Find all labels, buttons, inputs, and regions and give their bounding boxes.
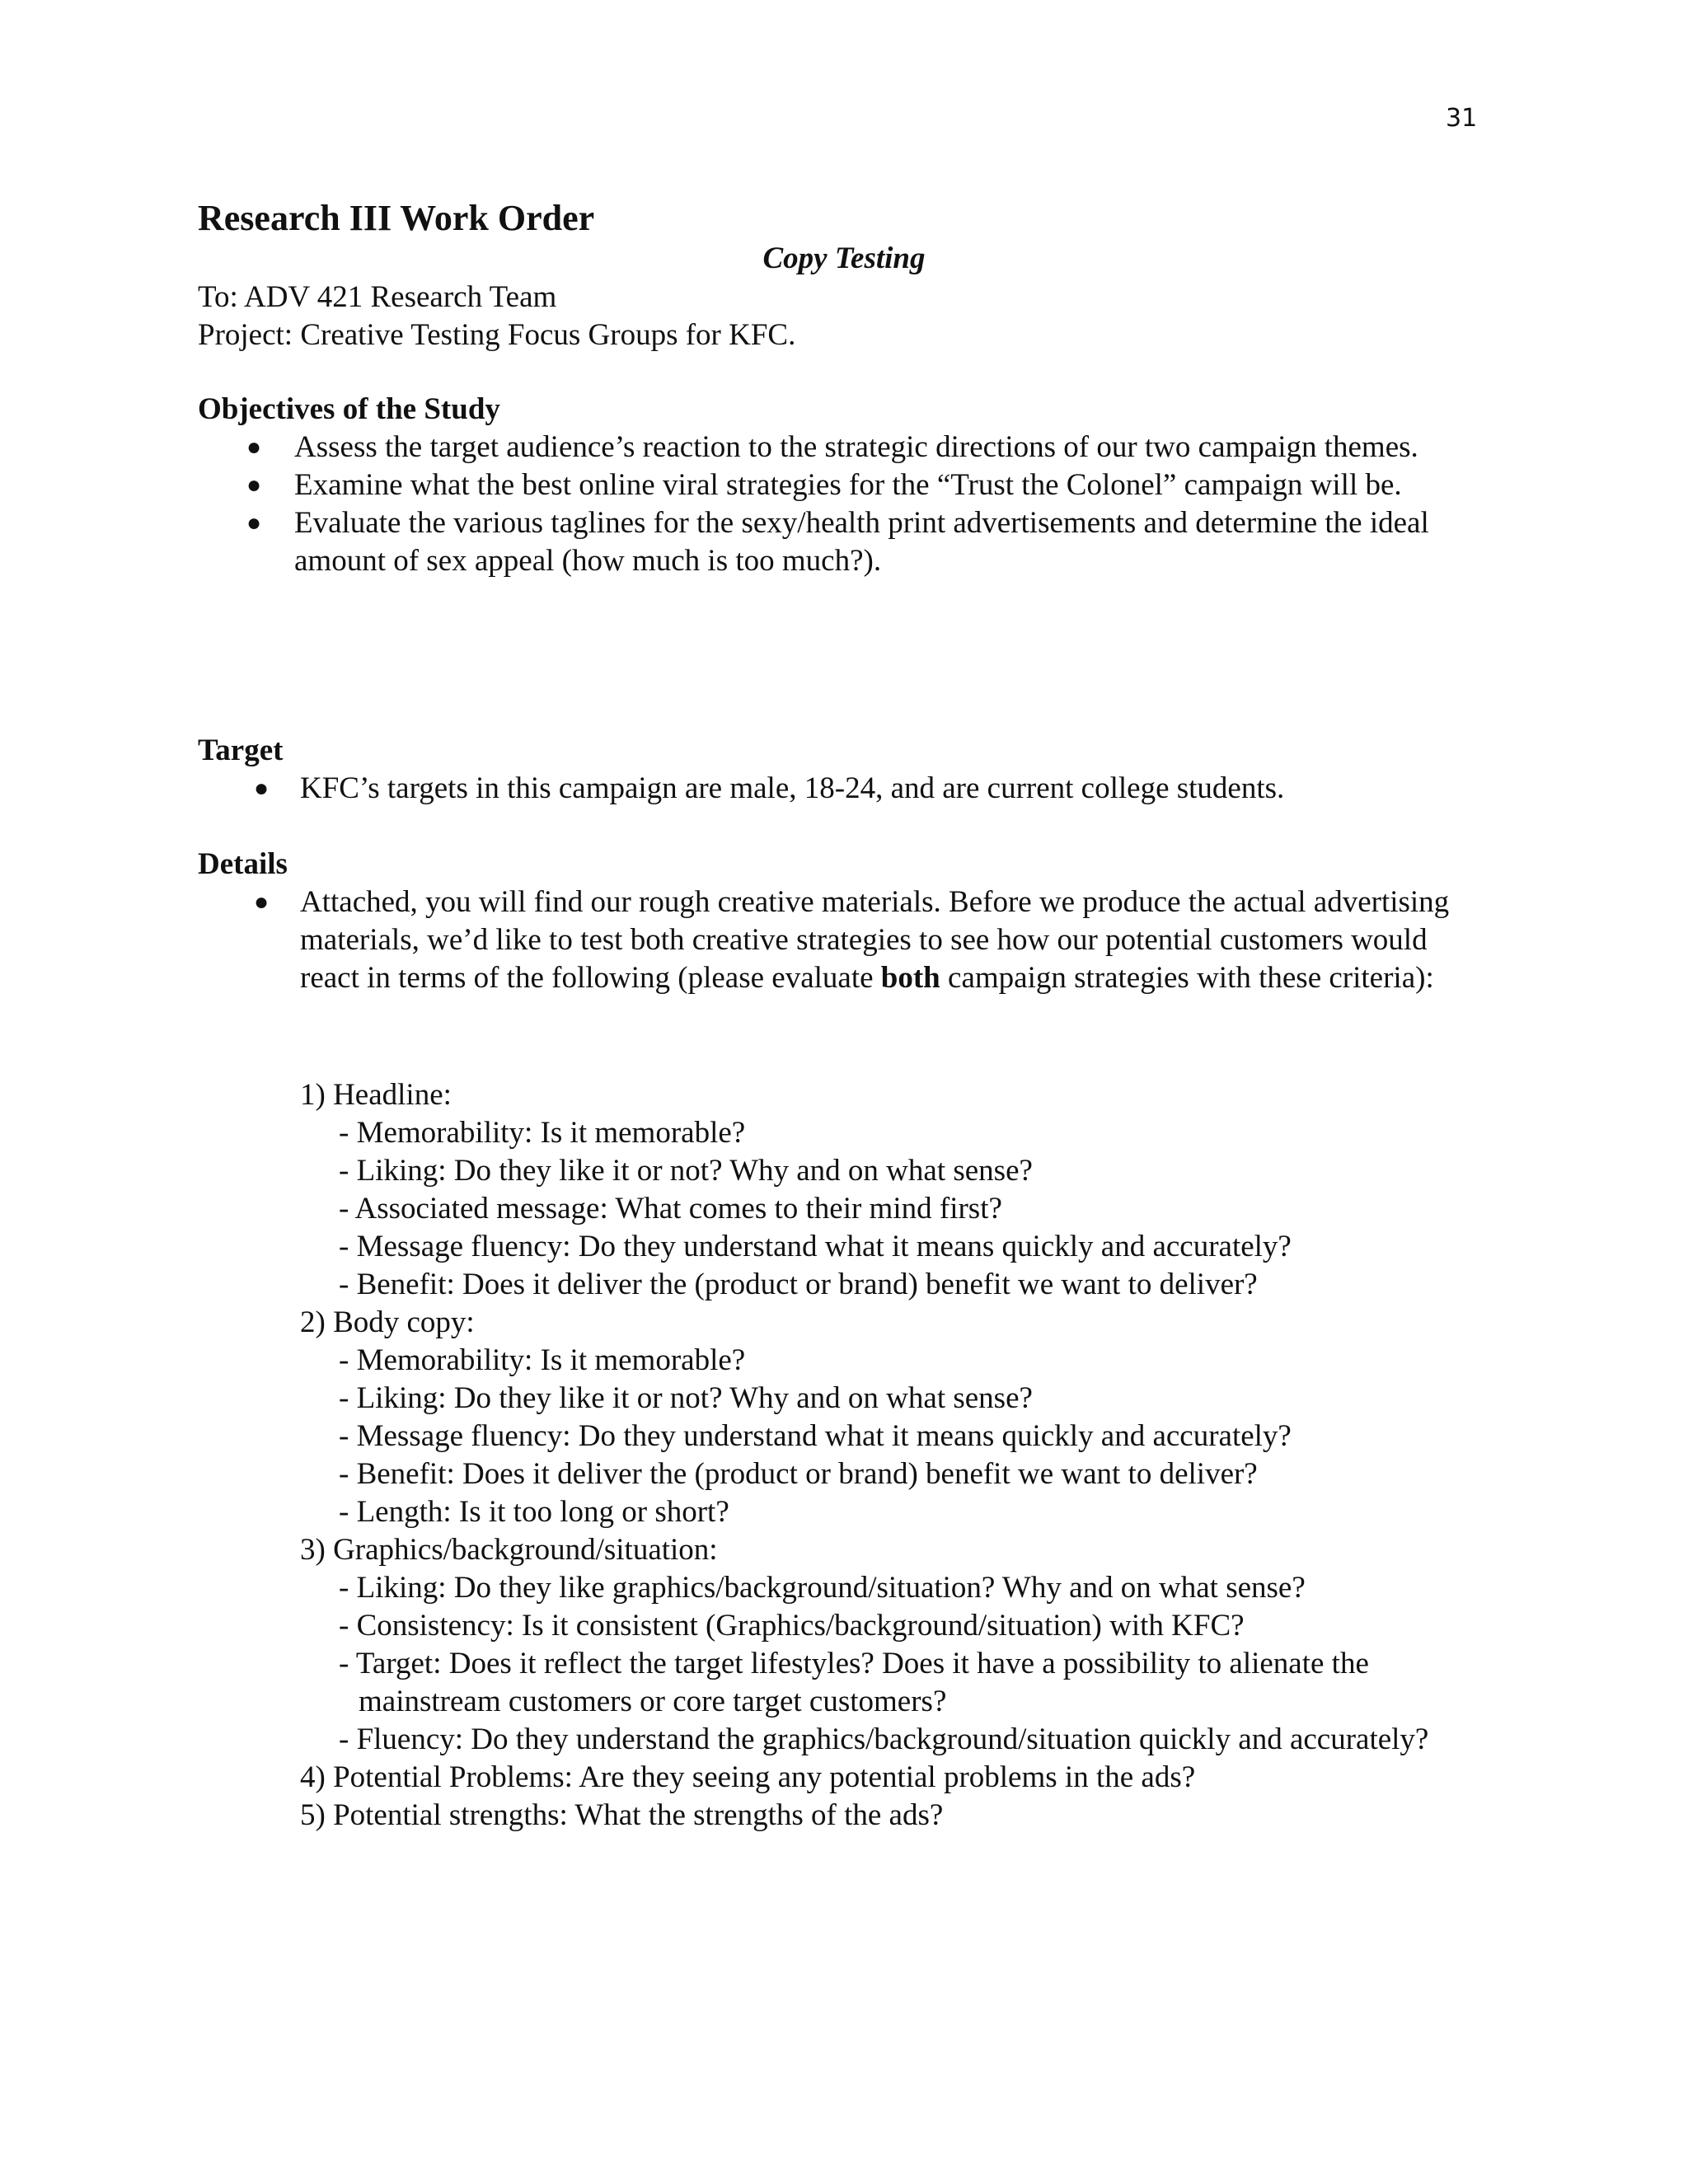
criteria-item: - Fluency: Do they understand the graphics/background/situation quickly and accurately? [339, 1722, 1429, 1756]
criteria-item: - Length: Is it too long or short? [339, 1495, 729, 1529]
bullet-icon: ● [254, 775, 270, 802]
criteria-item: - Benefit: Does it deliver the (product or brand) benefit we want to deliver? [339, 1457, 1258, 1491]
list-item [246, 429, 1448, 466]
criteria-group-headline [300, 1076, 1503, 1304]
page-subtitle: Copy Testing [762, 241, 926, 275]
criteria-label: 4) Potential Problems: Are they seeing any potential problems in the ads? [300, 1760, 1196, 1794]
criteria-item: - Target: Does it reflect the target lifestyles? Does it have a possibility to alienate the mainstream customers or core target customers? [339, 1647, 1369, 1718]
criteria-list [300, 1076, 1503, 1835]
criteria-item: - Benefit: Does it deliver the (product or brand) benefit we want to deliver? [339, 1268, 1258, 1301]
criteria-item: - Memorability: Is it memorable? [339, 1343, 746, 1377]
target-heading: Target [198, 733, 284, 767]
criteria-item: - Associated message: What comes to their mind first? [339, 1192, 1002, 1226]
objective-text: Assess the target audience’s reaction to the strategic directions of our two campaign themes. [294, 430, 1418, 464]
to-line: To: ADV 421 Research Team [198, 280, 557, 314]
page-number: 31 [1446, 104, 1478, 133]
criteria-group-problems [300, 1759, 1503, 1797]
criteria-label: 5) Potential strengths: What the strengths of the ads? [300, 1798, 944, 1832]
details-heading: Details [198, 847, 288, 881]
details-intro-text-b: campaign strategies with these criteria): [940, 961, 1434, 995]
page-title: Research III Work Order [198, 198, 595, 238]
details-intro-bold: both [880, 961, 940, 995]
bullet-icon: ● [254, 888, 270, 916]
criteria-group-body-copy [300, 1304, 1503, 1531]
list-item [246, 504, 1448, 580]
criteria-item: - Liking: Do they like graphics/background/situation? Why and on what sense? [339, 1571, 1306, 1605]
objective-text: Evaluate the various taglines for the sexy/health print advertisements and determine the ideal amount of sex appeal (how much is too much?). [294, 506, 1429, 578]
criteria-group-strengths [300, 1797, 1503, 1835]
criteria-label: 3) Graphics/background/situation: [300, 1533, 718, 1567]
list-item [246, 466, 1448, 504]
criteria-item: - Message fluency: Do they understand what it means quickly and accurately? [339, 1230, 1292, 1263]
bullet-icon: ● [246, 509, 262, 537]
details-intro [254, 883, 1454, 997]
criteria-item: - Memorability: Is it memorable? [339, 1116, 746, 1150]
criteria-label: 1) Headline: [300, 1078, 452, 1112]
target-text: KFC’s targets in this campaign are male, 18-24, and are current college students. [300, 771, 1285, 805]
project-line: Project: Creative Testing Focus Groups for KFC. [198, 318, 796, 352]
objectives-heading: Objectives of the Study [198, 392, 500, 426]
criteria-label: 2) Body copy: [300, 1305, 475, 1339]
list-item [254, 770, 1503, 808]
criteria-item: - Liking: Do they like it or not? Why and on what sense? [339, 1154, 1033, 1188]
bullet-icon: ● [246, 471, 262, 499]
criteria-item: - Consistency: Is it consistent (Graphics/background/situation) with KFC? [339, 1609, 1245, 1643]
details-intro-text-a: Attached, you will find our rough creative materials. Before we produce the actual advertising materials, we’d like to test both creative strategies to see how our potential customers would react in terms of the following (please evaluate [300, 885, 1450, 995]
criteria-group-graphics [300, 1531, 1503, 1759]
criteria-item: - Liking: Do they like it or not? Why and on what sense? [339, 1381, 1033, 1415]
bullet-icon: ● [246, 434, 262, 461]
criteria-item: - Message fluency: Do they understand what it means quickly and accurately? [339, 1419, 1292, 1453]
objective-text: Examine what the best online viral strategies for the “Trust the Colonel” campaign will be. [294, 468, 1402, 502]
objectives-list [246, 429, 1448, 580]
target-list [254, 770, 1503, 808]
